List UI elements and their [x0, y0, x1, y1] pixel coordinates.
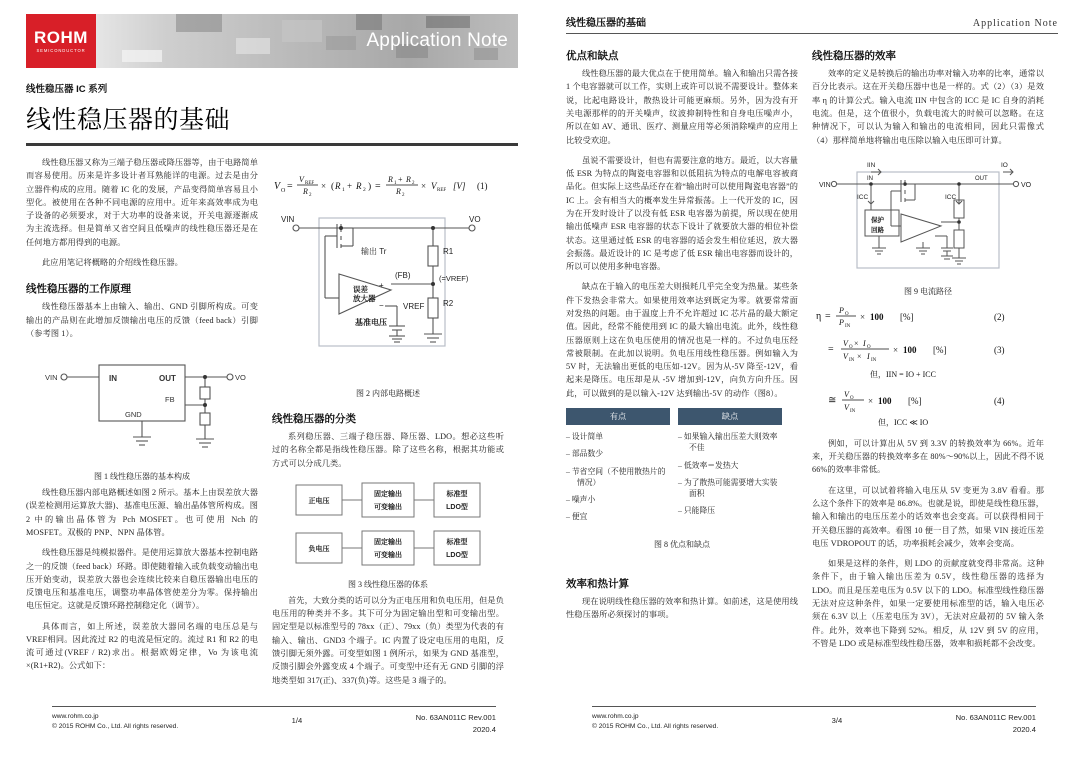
svg-text:IN: IN	[849, 357, 855, 363]
page-1-column-left	[26, 156, 258, 694]
fig9-label-protection-1: 保护	[871, 216, 884, 224]
svg-text:100: 100	[870, 311, 884, 322]
svg-text:REF: REF	[437, 188, 447, 193]
cons-header: 缺点	[678, 408, 782, 425]
running-header-divider	[566, 33, 1058, 34]
svg-text:[V]: [V]	[453, 181, 466, 191]
svg-text:η: η	[816, 310, 822, 322]
svg-text:1: 1	[342, 187, 345, 193]
svg-text:+: +	[347, 181, 353, 191]
list-item: – 便宜	[566, 511, 670, 522]
equation-4-number: (4)	[994, 395, 1005, 406]
fig2-label-plus: +	[379, 281, 384, 290]
fig9-label-in: IN	[867, 175, 873, 182]
svg-text:×: ×	[857, 351, 862, 361]
list-item: – 设计简单	[566, 431, 670, 442]
svg-text:IN: IN	[871, 357, 877, 363]
svg-text:1: 1	[394, 181, 397, 186]
svg-text:=: =	[825, 310, 831, 322]
svg-text:REF: REF	[305, 181, 315, 186]
page-number: 1/4	[291, 716, 303, 726]
figure-1-caption: 图 1 线性稳压器的基本构成	[94, 472, 190, 482]
page-1-footer	[52, 706, 496, 735]
paragraph-principle-4: 具体而言，如上所述，误差放大器同名端的电压总是与VREF相同。因此流过 R2 的电流是恒定的。流过 R1 和 R2 的电流可通过(VREF / R2)求出。根据欧姆定律，Vo 为该电流×(R1+R2)。公式如下：	[26, 621, 258, 671]
fig3-label-fixed-2: 固定输出	[374, 538, 402, 546]
figure-9	[812, 154, 1044, 280]
fig2-label-r1: R1	[443, 247, 454, 256]
fig2-label-vin: VIN	[281, 215, 295, 224]
fig9-label-io: IO	[1001, 161, 1008, 169]
cons-column	[678, 408, 782, 529]
svg-text:×: ×	[854, 338, 859, 348]
svg-text:V: V	[843, 351, 848, 361]
svg-text:V: V	[844, 389, 849, 399]
pros-header: 有点	[566, 408, 670, 425]
list-item: – 低效率＝发热大	[678, 460, 782, 471]
svg-text:2: 2	[402, 193, 405, 198]
list-item: – 部品数少	[566, 448, 670, 459]
page-2-footer	[592, 706, 1036, 735]
figure-8-table	[566, 408, 798, 529]
footer-date: 2020.4	[472, 724, 496, 734]
figure-2-svg	[273, 206, 503, 382]
footer-url[interactable]: www.rohm.co.jp	[52, 713, 99, 721]
paragraph-pros-3: 缺点在于输入的电压差大则损耗几乎完全变为热量。某些条件下发热会非常大。如果使用效率达到既定为零。就要常常面对发热的问题。由于温度上升不允许超过 IC 芯片晶的最大额定值。因此，经常不能使用到 IC 的最大输出电流。此外，线性稳压器原则上这在负电压使用的情况也是一样的。不过负电压经常被限制。在此加以说明。负电压用线性稳压器。例如输入为 5V 时，无法输出更低的电压如-12V。因为从-5V 降至-12V，看起来是降压。电压却是从 -5V 增加到-12V，向负方向升压。因此，可以做到的是以输入-12V 达到输出-5V 的动作（图8）。	[566, 282, 798, 398]
page-2-columns	[566, 44, 1058, 657]
figure-8-caption: 图 8 优点和缺点	[654, 539, 710, 549]
section-heading-classification: 线性稳压器的分类	[272, 413, 356, 425]
pros-list	[566, 431, 670, 523]
paragraph-intro-2: 此应用笔记将概略的介绍线性稳压器。	[42, 257, 183, 267]
svg-text:V: V	[274, 181, 281, 192]
page-1-column-right	[272, 156, 504, 694]
logo-tagline: SEMICONDUCTOR	[36, 48, 86, 53]
svg-text:[%]: [%]	[933, 344, 947, 355]
figure-9-svg	[815, 154, 1041, 280]
fig9-label-icc-left: ICC	[857, 193, 869, 201]
fig2-label-output-tr: 输出 Tr	[361, 247, 387, 256]
fig3-label-ldo: LDO型	[446, 503, 468, 511]
fig9-label-protection-2: 回路	[871, 226, 884, 234]
fig1-label-fb: FB	[165, 395, 175, 405]
fig2-label-amp-1: 误差	[353, 285, 368, 294]
fig3-label-standard: 标准型	[446, 490, 468, 498]
fig2-label-vo: VO	[469, 215, 481, 224]
svg-text:O: O	[849, 344, 853, 350]
svg-text:R: R	[396, 187, 401, 196]
running-header	[566, 14, 1058, 33]
svg-text:R: R	[406, 175, 411, 184]
equation-3-number: (3)	[994, 344, 1005, 355]
paragraph-principle-1: 线性稳压器基本上由输入、输出、GND 引脚所构成。可变输出的产品则在此增加反馈输出电压的反馈（feed back）引脚（参考图 1）。	[26, 302, 258, 338]
svg-text:×: ×	[893, 344, 899, 355]
page-number: 3/4	[831, 716, 843, 726]
paragraph-efficiency-2: 例如，可以计算出从 5V 到 3.3V 的转换效率为 66%。近年来，开关稳压器的转换效率多在 80%～90%以上，因此不得不说 66%的效率非常低。	[812, 438, 1044, 475]
svg-text:V: V	[843, 338, 848, 348]
footer-copyright: © 2015 ROHM Co., Ltd. All rights reserved.	[592, 723, 719, 731]
equation-note-1: 但，IIN = IO + ICC	[870, 369, 936, 379]
fig3-label-variable: 可变输出	[374, 503, 402, 511]
svg-text:2: 2	[363, 187, 366, 193]
svg-text:=: =	[828, 343, 834, 355]
svg-text:=: =	[375, 181, 381, 192]
paragraph-classification-1: 系列稳压器、三端子稳压器、降压器、LDO。想必这些听过的名称全都是指线性稳压器。除了这些名称，根据其功能或方式可以分成几类。	[272, 432, 504, 468]
svg-text:×: ×	[860, 311, 866, 322]
pros-column	[566, 408, 670, 529]
fig9-label-vo: VO	[1021, 181, 1032, 189]
svg-text:100: 100	[903, 344, 917, 355]
svg-text:R: R	[335, 181, 341, 191]
svg-text:×: ×	[321, 181, 327, 191]
svg-text:+: +	[398, 175, 403, 184]
svg-text:[%]: [%]	[908, 395, 922, 406]
figure-1	[26, 347, 258, 465]
svg-text:O: O	[281, 188, 286, 194]
page-2-column-left	[566, 44, 798, 657]
footer-doc-number: No. 63AN011C Rev.001	[415, 713, 496, 723]
fig2-label-r2: R2	[443, 299, 454, 308]
svg-text:IN: IN	[845, 323, 851, 329]
footer-date: 2020.4	[1012, 724, 1036, 734]
page-title: 线性稳压器的基础	[26, 106, 231, 134]
cons-list	[678, 431, 782, 517]
svg-text:100: 100	[878, 395, 892, 406]
rohm-logo	[26, 14, 96, 68]
paragraph-pros-2: 虽说不需要设计，但也有需要注意的地方。最近，以大容量低 ESR 为特点的陶瓷电容器和以低阻抗为特点的电解电容被商品化。但实际上这些品还存在着“输出时可以使用陶瓷电容器”的 IC 上。会有相当大的概率发生异常振荡。上一代开发的 IC，因为在开发时设计了以没有低 ESR 电容器为前提，所以现在使用输出低噪声 ESR 电容器的状态下设计了就要放大器的相位补偿状态。这里通过低 ESR 的电容器的适会发生相位延迟，放大器会振荡。最近设计的 IC 是考虑了低 ESR 输出电容器而设计的，所以可以使用多种电容器。	[566, 155, 798, 272]
equation-block	[812, 301, 1044, 429]
equation-2-number: (2)	[994, 311, 1005, 322]
figure-3-caption: 图 3 线性稳压器的体系	[348, 579, 428, 589]
title-divider	[26, 143, 518, 146]
fig9-label-icc-right: ICC	[945, 193, 957, 201]
svg-text:≅: ≅	[828, 394, 837, 406]
paragraph-efficiency-3: 在这里，可以试着将输入电压从 5V 变更为 3.8V 看看。那么这个条件下的效率是 86.8%。也就是说，即使是线性稳压器，输入和输出的电压压差小的话效率也会变高。可以获得相同于开关稳压器的高效率。看图 10 便一目了然，如果 VIN 接近压差电压 VDROPOUT 的话，功率损耗会减少，效率会变高。	[812, 485, 1044, 548]
fig2-label-minus: −	[379, 301, 384, 310]
svg-text:R: R	[356, 181, 362, 191]
equation-1	[272, 168, 504, 202]
logo-wordmark: ROHM	[34, 28, 88, 47]
svg-text:×: ×	[868, 395, 874, 406]
fig3-label-ldo-2: LDO型	[446, 551, 468, 559]
paragraph-intro: 线性稳压器又称为三端子稳压器或降压器等，由于电路简单而容易使用。历来是许多设计者耳熟能详的电源。过去是由分立器件构成的应用。随着 IC 化的发展，产品变得简单容易且小型化。被使用在各种不同电源的应用中。近年来高效率成为电子设备的必须要求，对于大功率的设备来说，开关电源逐渐成为主流选择。但是简单又省空间且低噪声的线性稳压器还是在任何地方都用得到的电源。	[26, 158, 258, 247]
svg-text:O: O	[867, 344, 871, 350]
paragraph-efficiency-heat: 现在说明线性稳压器的效率和热计算。如前述，这是使用线性稳压器所必须探讨的事项。	[566, 596, 798, 619]
page-2	[540, 0, 1080, 759]
fig1-label-out: OUT	[159, 374, 176, 384]
paragraph-efficiency-4: 如果是这样的条件，则 LDO 的贡献度就变得非常高。这种条件下，由于输入输出压差为 0.5V，线性稳压器的选择为 LDO。而且是压差电压为 0.5V 以下的 LDO。标准型线性稳压器无法对应这种条件，如果一定要使用标准型的话，输入电压必须在 6.3V 以上（压差电压为 3V），无法对应最初的 5V 输入条件。此外，效率也下降到 52%。相反，从 12V 到 5V 的应用，不管是 LDO 或是标准型线性稳压器，效率和损耗都不会改变。	[812, 559, 1044, 648]
svg-text:V: V	[299, 175, 304, 184]
figure-2-caption: 图 2 内部电路概述	[356, 389, 420, 398]
svg-text:×: ×	[421, 181, 427, 191]
svg-text:IN: IN	[850, 408, 856, 414]
svg-text:2: 2	[309, 193, 312, 198]
figure-1-svg	[37, 347, 247, 465]
page-banner	[26, 14, 518, 68]
svg-text:P: P	[839, 305, 844, 315]
fig9-label-vin: VIN	[819, 181, 831, 189]
equation-1-number: (1)	[477, 181, 488, 191]
fig2-label-vref: VREF	[403, 302, 425, 311]
section-heading-efficiency-heat: 效率和热计算	[566, 577, 629, 590]
fig9-label-out: OUT	[975, 175, 988, 182]
fig1-label-vo: VO	[235, 373, 246, 383]
list-item: – 如果输入输出压差大则效率不佳	[678, 431, 782, 454]
paragraph-classification-2: 首先，大致分类的话可以分为正电压用和负电压用，但是负电压用的种类并不多。其下可分为固定输出型和可变输出型。固定型是以标准型号的 78xx（正）、79xx（负）类型为代表的有输入、输出、GND3 个端子。IC 内置了设定电压用的电阻，反馈引脚无须外露。可变型如图 1 例所示，如果为 GND 基准型，反馈引脚会外露变成 4 个端子。可变型中还有无 GND 引脚的浮地类型如 317(正)、337(负)等。这些是 3 端子的。	[272, 595, 504, 685]
svg-text:R: R	[303, 187, 308, 196]
svg-text:I: I	[867, 351, 870, 361]
fig3-label-positive: 正电压	[308, 497, 330, 505]
fig3-label-standard-2: 标准型	[446, 538, 468, 546]
svg-text:(: (	[331, 182, 335, 192]
footer-copyright: © 2015 ROHM Co., Ltd. All rights reserved.	[52, 723, 179, 731]
svg-text:P: P	[839, 317, 844, 327]
figure-3	[272, 477, 504, 573]
list-item: – 为了散热可能需要增大实装面积	[678, 477, 782, 500]
fig3-label-variable-2: 可变输出	[374, 551, 402, 559]
fig1-label-vin: VIN	[45, 373, 58, 383]
fig1-label-in: IN	[109, 374, 117, 384]
list-item: – 节省空间（不使用散热片的情况）	[566, 466, 670, 489]
banner-title: Application Note	[366, 30, 508, 51]
document-series: 线性稳压器 IC 系列	[26, 84, 108, 95]
equation-note-2: 但，ICC ≪ IO	[878, 417, 929, 427]
list-item: – 噪声小	[566, 494, 670, 505]
svg-text:I: I	[863, 338, 866, 348]
svg-text:V: V	[844, 402, 849, 412]
svg-text:[%]: [%]	[900, 311, 914, 322]
page-1-columns	[26, 156, 518, 694]
paragraph-principle-3: 线性稳压器是纯模拟器件。是使用运算放大器基本控制电路之一的反馈（feed back）环路。即使随着输入或负载变动输出电压开始变动，误差放大器也会连续比较来自稳压器输出电压的反馈电压和基准电压，调整功率晶体管使差分为零。保持输出电压恒定。这就是反馈环路控制稳定化（调节）。	[26, 548, 258, 611]
running-header-label: Application Note	[972, 18, 1058, 29]
fig2-label-amp-2: 放大器	[353, 294, 376, 303]
fig2-label-fb: (FB)	[395, 271, 411, 280]
running-header-title: 线性稳压器的基础	[566, 18, 646, 29]
paragraph-pros-1: 线性稳压器的最大优点在于使用简单。输入和输出只需各接 1 个电容器就可以工作，实则上或许可以说不需要设计。整体来说，比起电路设计，散热设计可能更麻烦。另外，因为没有开关电源那样的的开关噪声，纹波抑制特性和自身电压噪声小，所以在如 AV、通讯、医疗、测量应用等必须消除噪声的应用上比较受欢迎。	[566, 69, 798, 145]
fig2-label-eq-vref: (=VREF)	[439, 274, 469, 283]
paragraph-principle-2: 线性稳压器内部电路概述如图 2 所示。基本上由误差放大器(误差检测用运算放大器)、基准电压源、输出晶体管所构成。图 2 中的输出晶体管为 Pch MOSFET。也可使用 Nch 的 MOSFET。双极的 PNP、NPN 晶体管。	[26, 488, 258, 537]
fig3-label-fixed: 固定输出	[374, 490, 402, 498]
fig1-label-gnd: GND	[125, 410, 142, 420]
section-heading-principle: 线性稳压器的工作原理	[26, 283, 131, 296]
fig2-label-vref-text: 基准电压	[355, 318, 387, 327]
svg-text:O: O	[850, 395, 854, 401]
figure-3-svg	[288, 477, 488, 573]
figure-2	[272, 206, 504, 382]
figure-9-caption: 图 9 电流路径	[904, 286, 952, 296]
svg-text:O: O	[845, 311, 849, 317]
footer-divider	[52, 706, 496, 708]
svg-text:R: R	[388, 175, 393, 184]
fig9-label-iin: IIN	[867, 161, 876, 169]
svg-text:V: V	[431, 181, 437, 191]
svg-text:): )	[368, 182, 372, 192]
section-heading-pros-cons: 优点和缺点	[566, 50, 619, 63]
paragraph-efficiency-1: 效率的定义是转换后的输出功率对输入功率的比率，通常以百分比表示。这在开关稳压器中也是一样的。式（2）（3）是效率 η 的计算公式。输入电流 IIN 中包含的 ICC 是 IC 自身的消耗电流。但是，这个值很小，负载电流大的时候可以忽略。在这种情况下，可以认为输入和输出的电流相同，因此只需像式（4）那样简单地将输出电压除以输入电压即可计算。	[812, 69, 1044, 145]
list-item: – 只能降压	[678, 505, 782, 516]
section-heading-efficiency: 线性稳压器的效率	[812, 50, 896, 63]
equation-block-svg	[812, 301, 1042, 429]
footer-url[interactable]: www.rohm.co.jp	[592, 713, 639, 721]
svg-text:2: 2	[412, 181, 415, 186]
svg-text:=: =	[287, 181, 293, 192]
fig3-label-negative: 负电压	[308, 545, 330, 553]
footer-divider	[592, 706, 1036, 708]
footer-doc-number: No. 63AN011C Rev.001	[955, 713, 1036, 723]
page-2-column-right	[812, 44, 1044, 657]
